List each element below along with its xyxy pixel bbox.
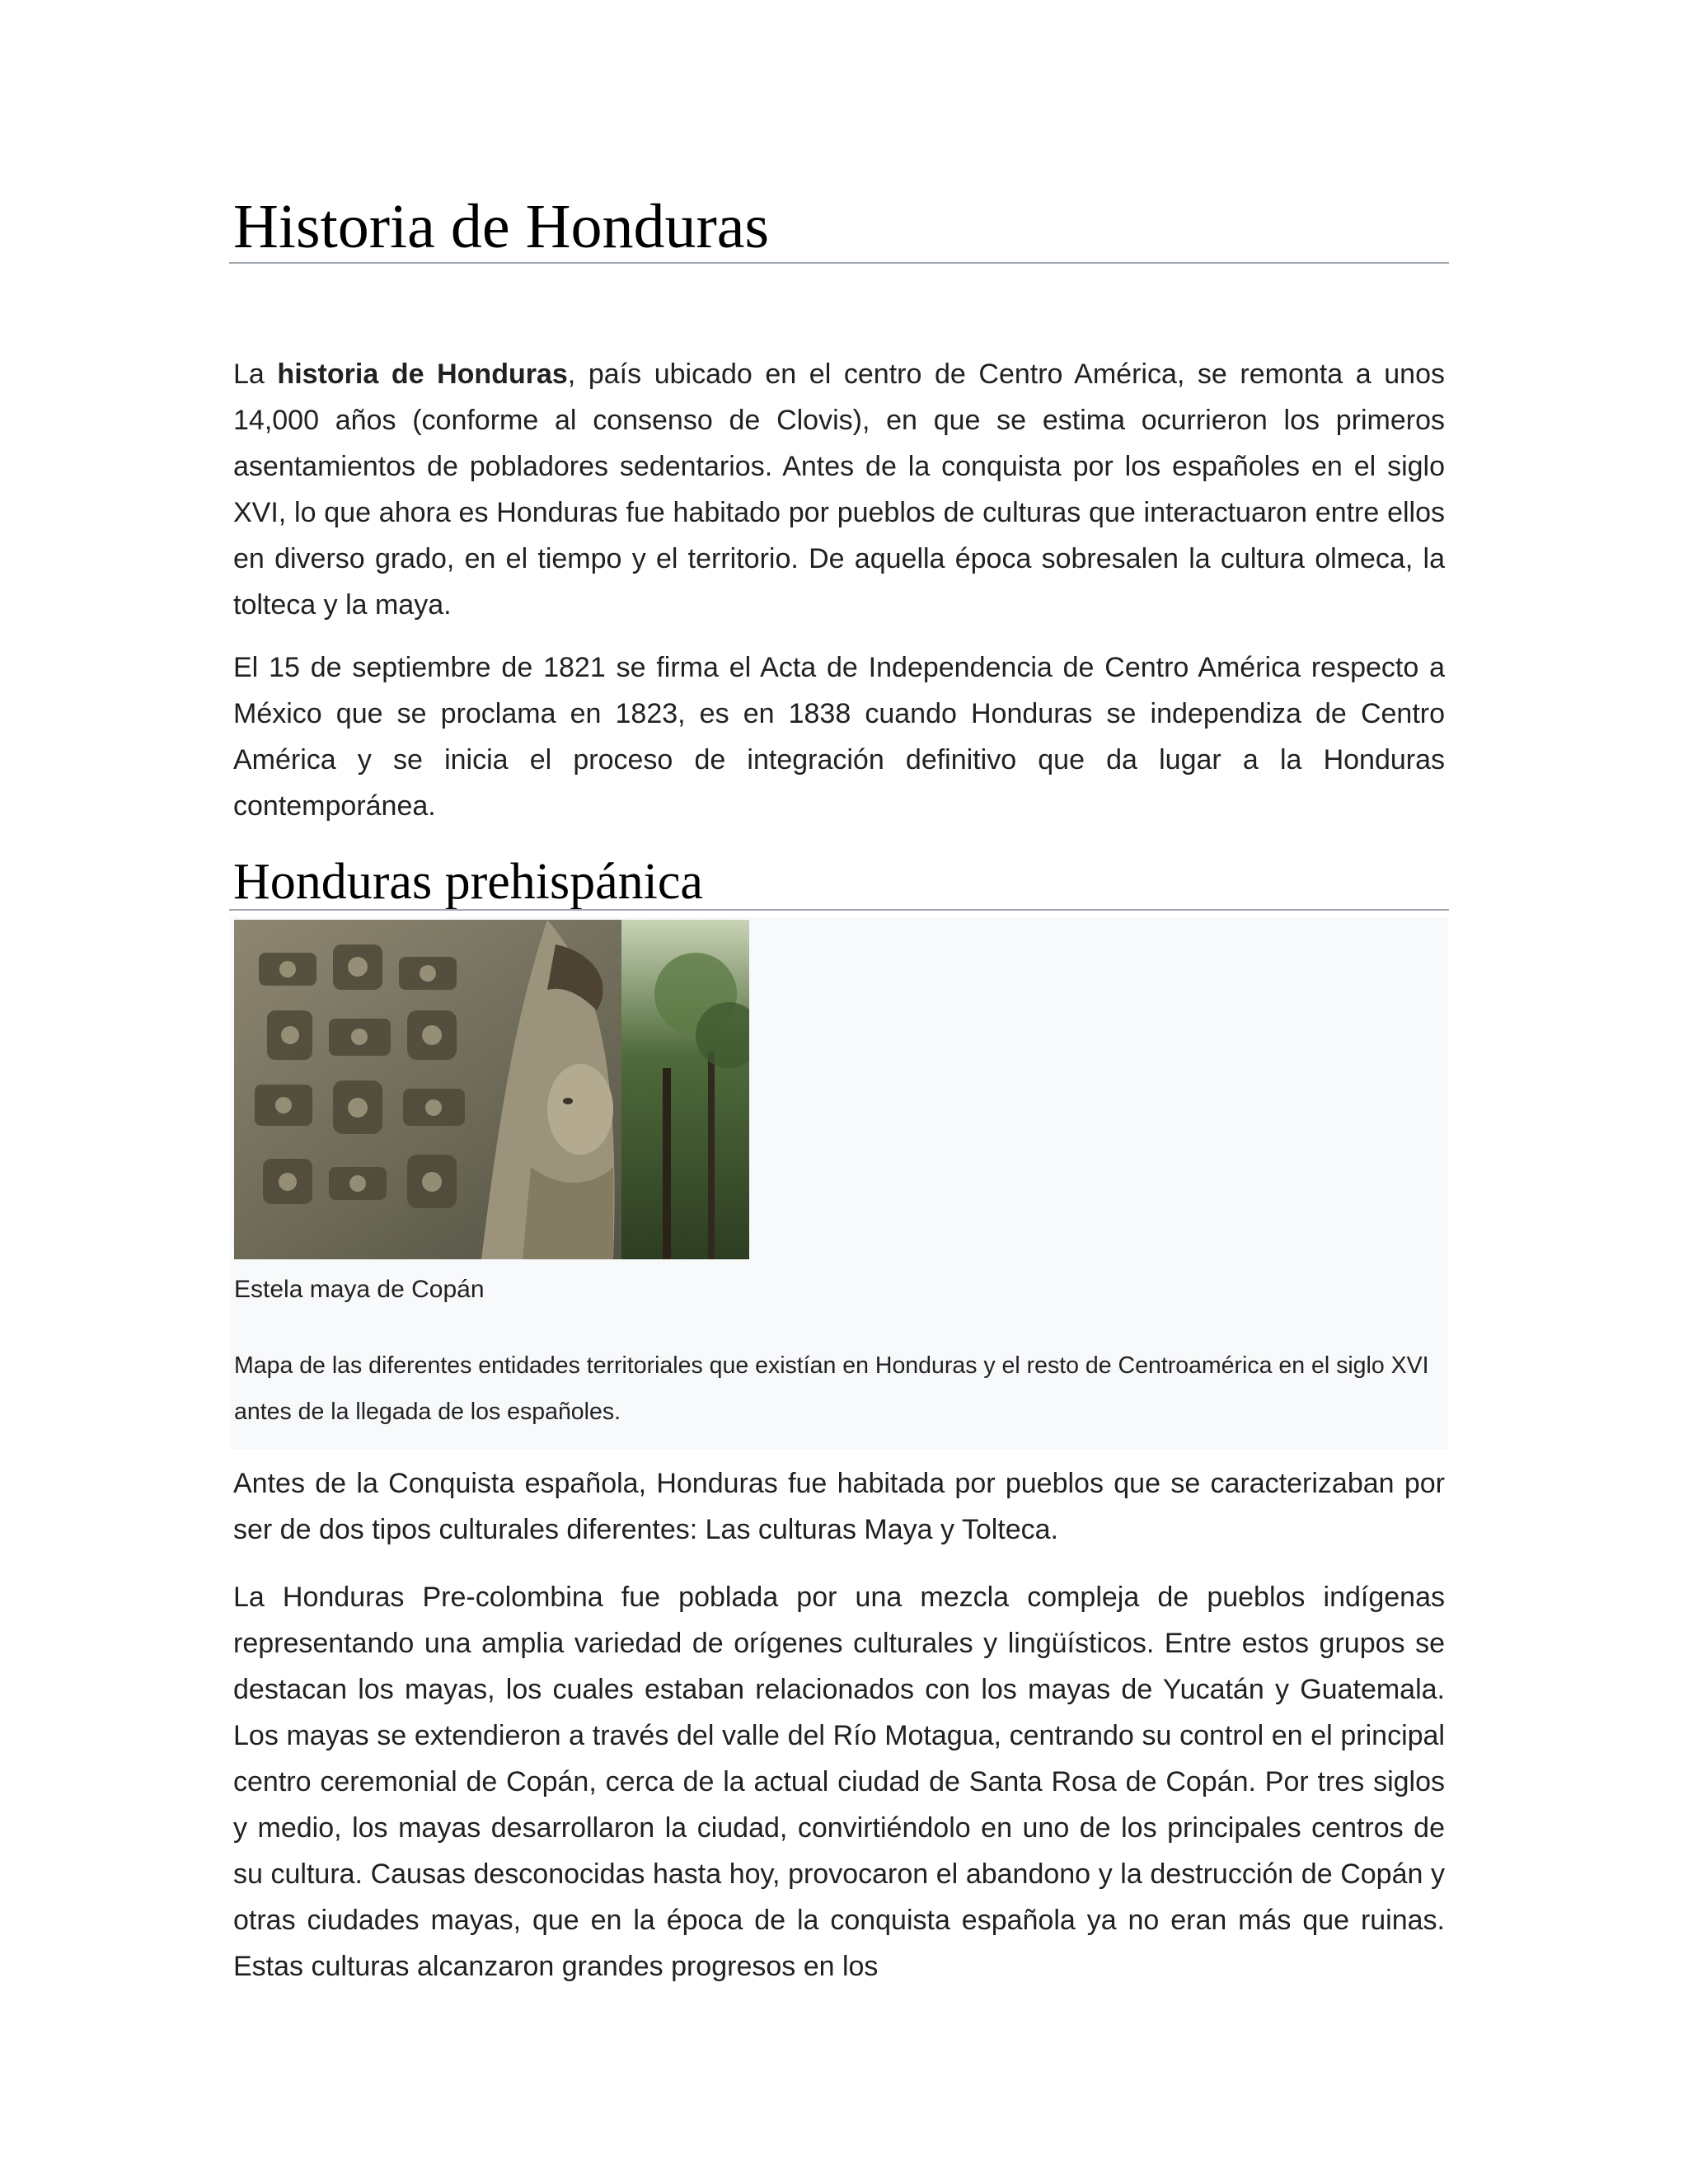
title-divider: [229, 262, 1449, 264]
section-paragraph-1: Antes de la Conquista española, Honduras fue habitada por pueblos que se caracterizaban por ser de dos tipos culturales diferentes: Las culturas Maya y Tolteca.: [233, 1468, 1445, 1545]
section-divider: [229, 909, 1449, 911]
section-paragraph-2: La Honduras Pre-colombina fue poblada por una mezcla compleja de pueblos indígenas representando una amplia variedad de orígenes culturales y lingüísticos. Entre estos grupos se destacan los mayas, los cuales estaban relacionados con los mayas de Yucatán y Guatemala. Los mayas se extendieron a través del valle del Río Motagua, centrando su control en el principal centro ceremonial de Copán, cerca de la actual ciudad de Santa Rosa de Copán. Por tres siglos y medio, los mayas desarrollaron la ciudad, convirtiéndolo en uno de los principales centros de su cultura. Causas desconocidas hasta hoy, provocaron el abandono y la destrucción de Copán y otras ciudades mayas, que en la época de la conquista española ya no eran más que ruinas. Estas culturas alcanzaron grandes progresos en los: [233, 1582, 1445, 1982]
intro-paragraph-2: El 15 de septiembre de 1821 se firma el Acta de Independencia de Centro América respecto a México que se proclama en 1823, es en 1838 cuando Honduras se independiza de Centro América y se inicia el proceso de integración definitivo que da lugar a la Honduras contemporánea.: [233, 652, 1445, 822]
stela-photo: [234, 920, 749, 1259]
intro-paragraph-1: [233, 351, 1445, 628]
figure-thumbnail: [230, 917, 1448, 1449]
intro-bold-term: historia de Honduras: [277, 359, 568, 390]
section-title: Honduras prehispánica: [233, 854, 703, 910]
intro-lead-text: La: [233, 359, 278, 390]
intro-rest-text: , país ubicado en el centro de Centro América, se remonta a unos 14,000 años (conforme al consenso de Clovis), en que se estima ocurrieron los primeros asentamientos de pobladores sedentarios. Antes de la conquista por los españoles en el siglo XVI, lo que ahora es Honduras fue habitado por pueblos de culturas que interactuaron entre ellos en diverso grado, en el tiempo y el territorio. De aquella época sobresalen la cultura olmeca, la tolteca y la maya.: [233, 359, 1445, 621]
stela-image[interactable]: [234, 920, 749, 1259]
page-title: Historia de Honduras: [233, 192, 770, 261]
figure-caption-2: Mapa de las diferentes entidades territoriales que existían en Honduras y el resto de Centroamérica en el siglo XVI antes de la llegada de los españoles.: [234, 1352, 1429, 1425]
figure-caption-1: Estela maya de Copán: [234, 1276, 485, 1303]
